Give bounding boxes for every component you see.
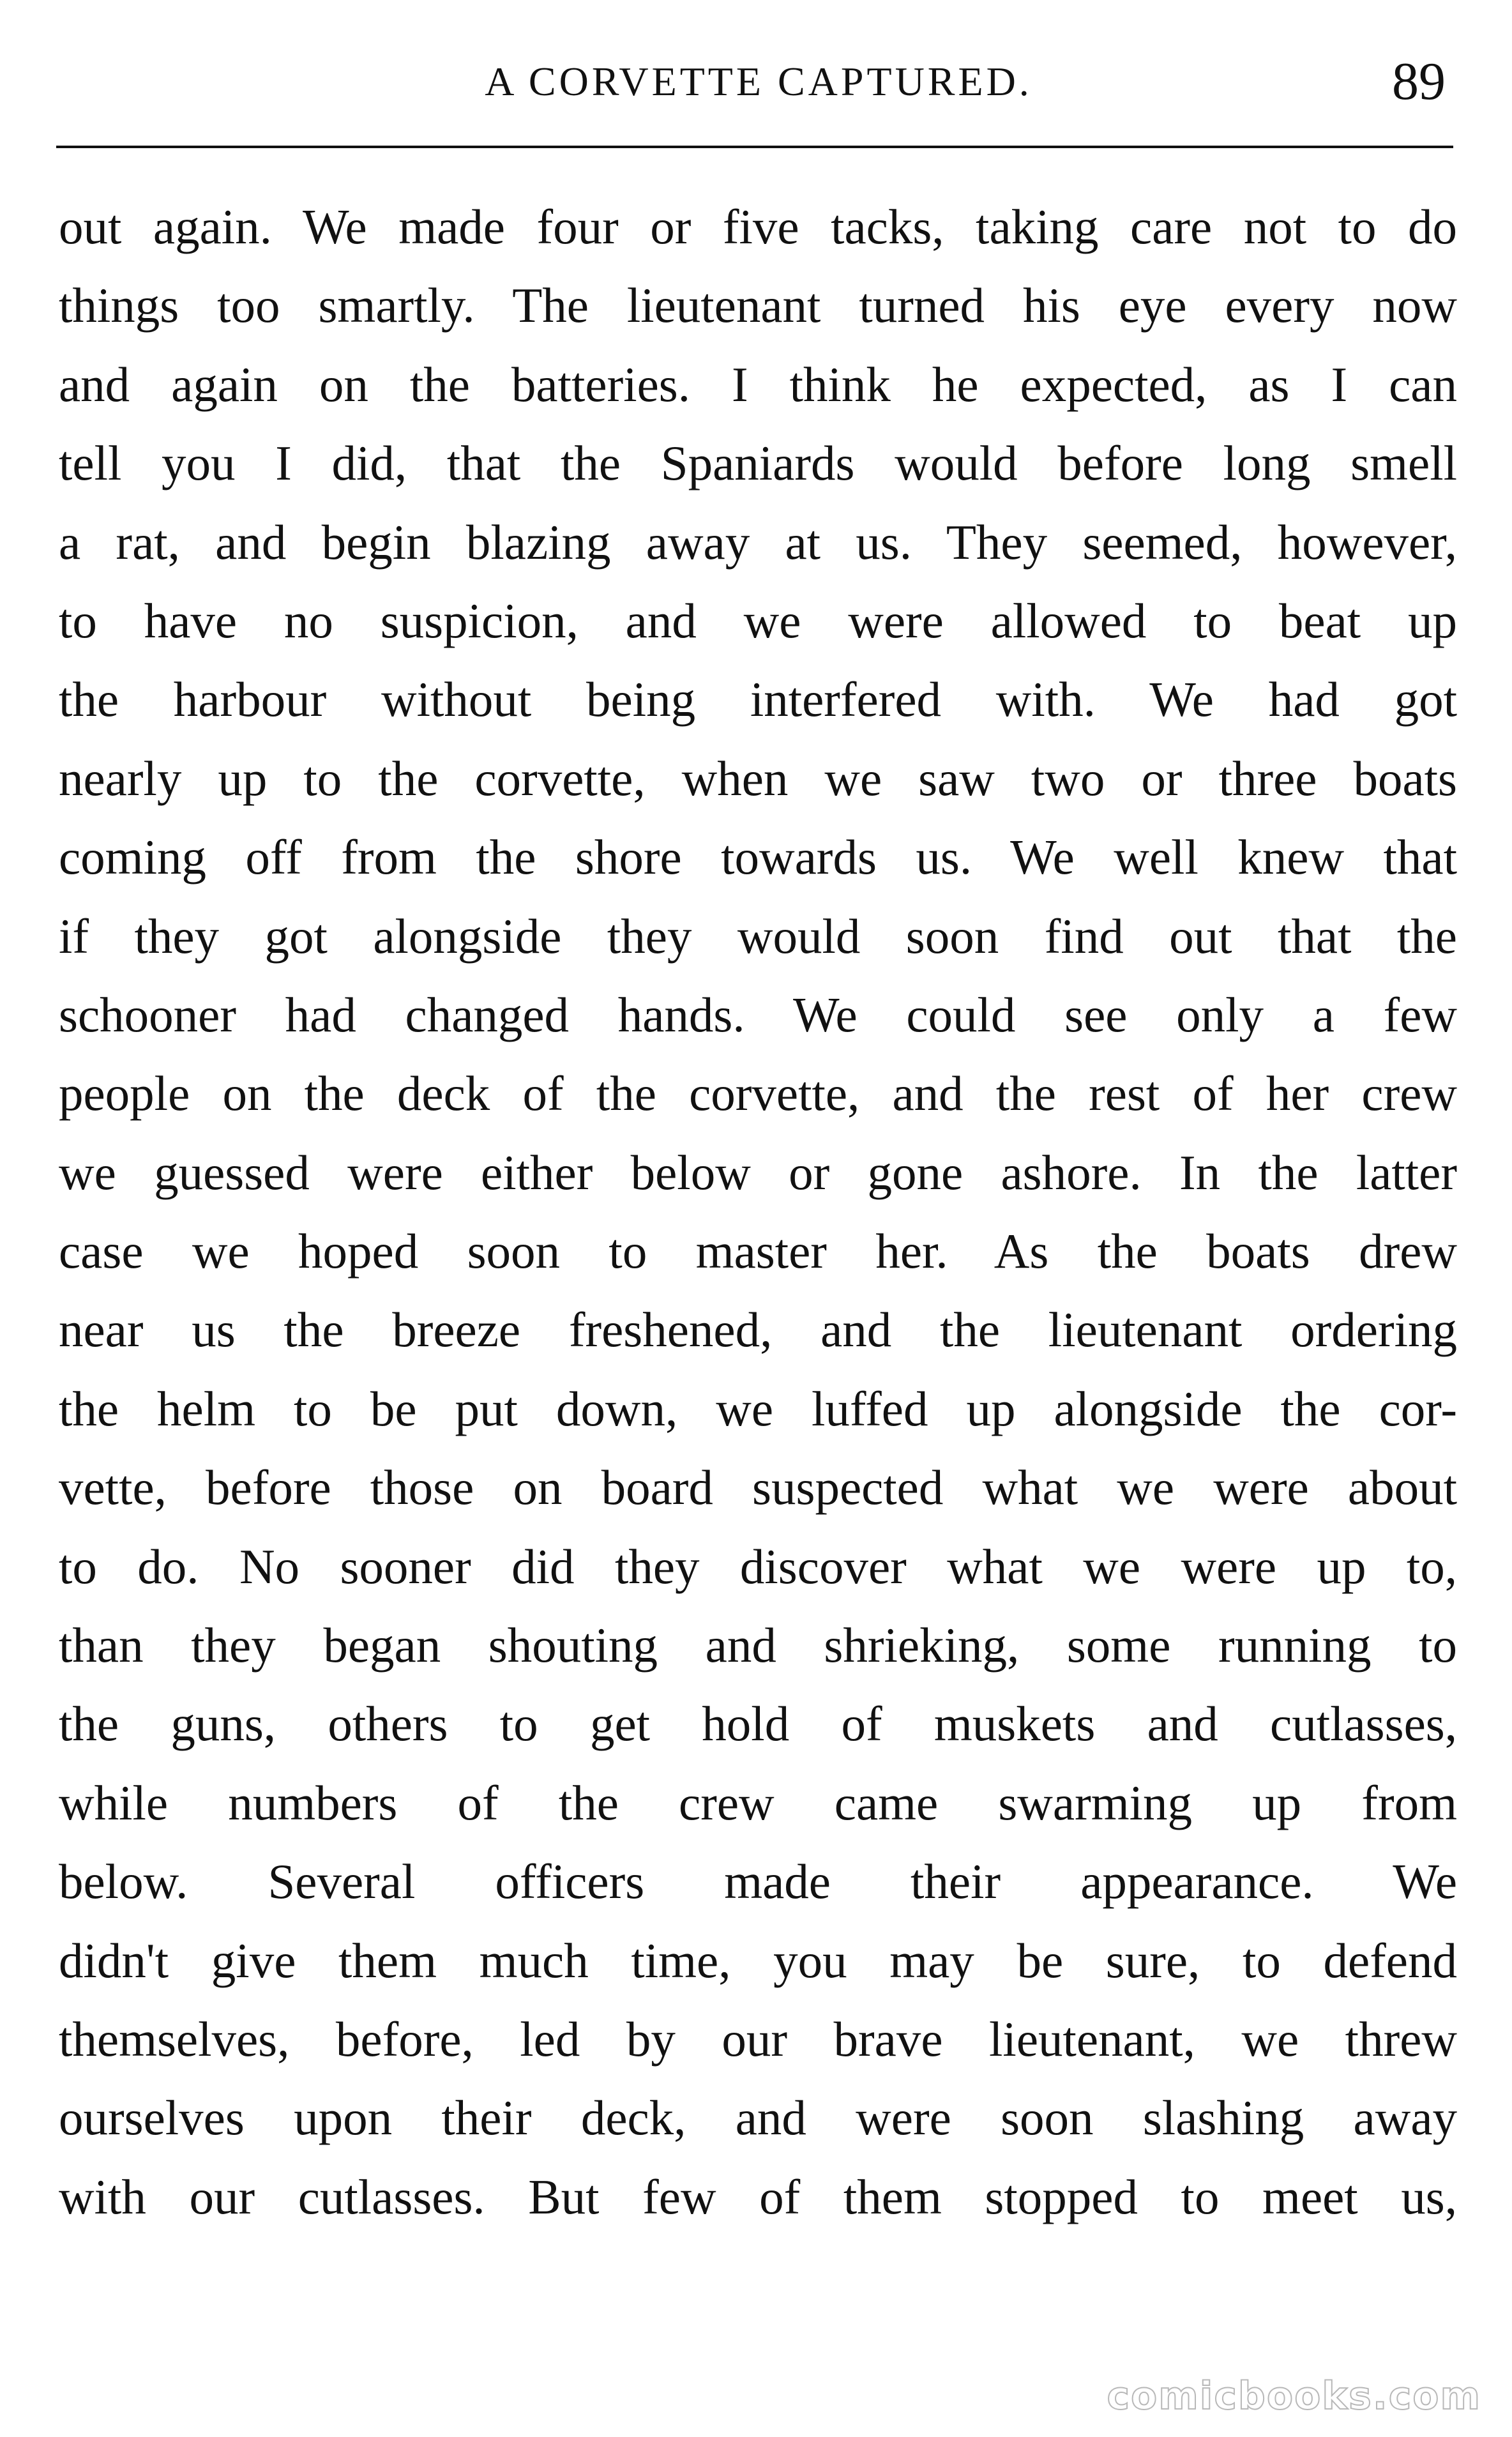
text-line: below. Several officers made their appearance. We (59, 1854, 1457, 1909)
text-line: and again on the batteries. I think he expected, as I can (59, 356, 1457, 412)
running-title: A CORVETTE CAPTURED. (485, 59, 1032, 104)
header-rule (56, 146, 1453, 148)
text-line: themselves, before, led by our brave lieutenant, we threw (59, 2011, 1457, 2067)
watermark: comicbooks.com (1107, 2374, 1481, 2418)
body-text (59, 188, 1457, 2236)
text-line: near us the breeze freshened, and the lieutenant ordering (59, 1302, 1457, 1358)
text-line: the helm to be put down, we luffed up alongside the cor- (59, 1381, 1457, 1436)
text-line: the harbour without being interfered with. We had got (59, 672, 1457, 727)
text-line: to do. No sooner did they discover what we were up to, (59, 1538, 1457, 1594)
text-line: tell you I did, that the Spaniards would before long smell (59, 436, 1457, 491)
text-line: a rat, and begin blazing away at us. They seemed, however, (59, 514, 1457, 570)
text-line: things too smartly. The lieutenant turned his eye every now (59, 278, 1457, 333)
text-line: than they began shouting and shrieking, some running to (59, 1618, 1457, 1673)
page-number: 89 (1392, 52, 1446, 111)
text-line: the guns, others to get hold of muskets and cutlasses, (59, 1696, 1457, 1752)
text-line: if they got alongside they would soon find out that the (59, 908, 1457, 964)
text-line: with our cutlasses. But few of them stopped to meet us, (59, 2169, 1457, 2224)
text-line: we guessed were either below or gone ashore. In the latter (59, 1144, 1457, 1200)
text-line: schooner had changed hands. We could see only a few (59, 987, 1457, 1042)
text-line: out again. We made four or five tacks, taking care not to do (59, 199, 1457, 254)
text-line: while numbers of the crew came swarming up from (59, 1775, 1457, 1830)
text-line: case we hoped soon to master her. As the boats drew (59, 1224, 1457, 1279)
text-line: didn't give them much time, you may be sure, to defend (59, 1932, 1457, 1988)
text-line: nearly up to the corvette, when we saw two or three boats (59, 750, 1457, 806)
text-line: ourselves upon their deck, and were soon slashing away (59, 2090, 1457, 2146)
running-head (56, 51, 1461, 128)
text-line: coming off from the shore towards us. We well knew that (59, 830, 1457, 885)
text-line: to have no suspicion, and we were allowed to beat up (59, 593, 1457, 648)
text-line: people on the deck of the corvette, and the rest of her crew (59, 1066, 1457, 1121)
text-line: vette, before those on board suspected what we were about (59, 1460, 1457, 1515)
